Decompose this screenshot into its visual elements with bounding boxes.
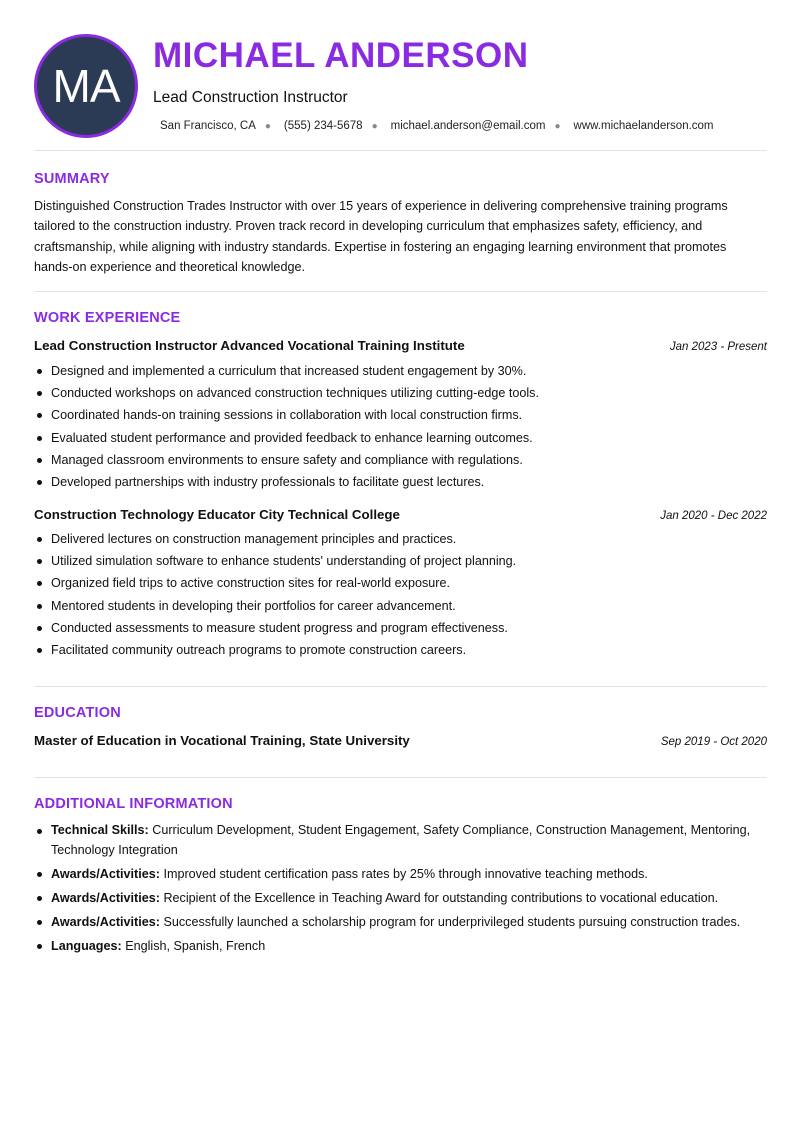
list-item: Coordinated hands-on training sessions in collaboration with local construction firms.	[34, 404, 767, 426]
work-experience-heading: WORK EXPERIENCE	[34, 310, 181, 326]
section-divider	[34, 291, 767, 292]
item-text: Curriculum Development, Student Engagement, Safety Compliance, Construction Management, Mentoring, Technology Integration	[51, 823, 751, 857]
summary-heading: SUMMARY	[34, 171, 110, 187]
list-item: Facilitated community outreach programs to promote construction careers.	[34, 639, 767, 661]
separator-dot-icon: ●	[264, 120, 271, 132]
job-bullets	[34, 360, 767, 493]
list-item: Delivered lectures on construction management principles and practices.	[34, 528, 767, 550]
job-header	[34, 338, 767, 353]
item-text: Successfully launched a scholarship program for underprivileged students pursuing construction trades.	[163, 914, 741, 929]
item-text: English, Spanish, French	[125, 938, 266, 953]
summary-text: Distinguished Construction Trades Instructor with over 15 years of experience in delivering comprehensive training programs tailored to the construction industry. Proven track record in developing curriculum that emphasizes safety, efficiency, and craftsmanship, while aligning with industry standards. Expertise in fostering an engaging learning environment that promotes hands-on experience and theoretical knowledge.	[34, 199, 728, 274]
item-text: Recipient of the Excellence in Teaching Award for outstanding contributions to vocational education.	[163, 890, 719, 905]
contact-bar	[160, 120, 714, 132]
contact-website[interactable]: www.michaelanderson.com	[573, 120, 714, 132]
job-dates: Jan 2023 - Present	[669, 341, 767, 353]
separator-dot-icon: ●	[371, 120, 378, 132]
candidate-headline: Lead Construction Instructor	[153, 89, 348, 106]
list-item	[34, 937, 754, 957]
job-title: Lead Construction Instructor Advanced Vocational Training Institute	[34, 338, 465, 353]
avatar-initials: MA	[52, 60, 120, 112]
item-label: Awards/Activities:	[51, 914, 160, 929]
additional-info-list	[34, 821, 754, 961]
contact-location: San Francisco, CA	[160, 120, 256, 132]
section-divider	[34, 150, 767, 151]
list-item: Organized field trips to active construction sites for real-world exposure.	[34, 572, 767, 594]
item-label: Technical Skills:	[51, 823, 149, 837]
list-item: Conducted assessments to measure student progress and program effectiveness.	[34, 617, 767, 639]
list-item: Developed partnerships with industry professionals to facilitate guest lectures.	[34, 471, 767, 493]
section-divider	[34, 777, 767, 778]
degree-title: Master of Education in Vocational Training, State University	[34, 733, 410, 748]
list-item	[34, 889, 754, 909]
job-dates: Jan 2020 - Dec 2022	[660, 510, 767, 522]
contact-email[interactable]: michael.anderson@email.com	[390, 120, 546, 132]
item-text: Improved student certification pass rates by 25% through innovative teaching methods.	[163, 866, 648, 881]
list-item: Mentored students in developing their portfolios for career advancement.	[34, 595, 767, 617]
list-item: Utilized simulation software to enhance students' understanding of project planning.	[34, 550, 767, 572]
list-item: Designed and implemented a curriculum that increased student engagement by 30%.	[34, 360, 767, 382]
list-item	[34, 821, 754, 860]
separator-dot-icon: ●	[554, 120, 561, 132]
job-bullets	[34, 528, 767, 661]
item-label: Awards/Activities:	[51, 890, 160, 905]
list-item: Managed classroom environments to ensure safety and compliance with regulations.	[34, 449, 767, 471]
item-label: Languages:	[51, 938, 122, 953]
education-dates: Sep 2019 - Oct 2020	[660, 736, 767, 748]
section-divider	[34, 686, 767, 687]
item-label: Awards/Activities:	[51, 866, 160, 881]
education-entry	[34, 733, 767, 748]
candidate-name: MICHAEL ANDERSON	[153, 36, 529, 75]
job-header	[34, 507, 767, 522]
education-heading: EDUCATION	[34, 705, 121, 721]
contact-phone: (555) 234-5678	[283, 120, 363, 132]
additional-info-heading: ADDITIONAL INFORMATION	[34, 796, 233, 812]
list-item: Conducted workshops on advanced construction techniques utilizing cutting-edge tools.	[34, 382, 767, 404]
avatar	[34, 34, 138, 138]
list-item	[34, 865, 754, 885]
list-item: Evaluated student performance and provided feedback to enhance learning outcomes.	[34, 427, 767, 449]
list-item	[34, 913, 754, 933]
job-title: Construction Technology Educator City Technical College	[34, 507, 400, 522]
